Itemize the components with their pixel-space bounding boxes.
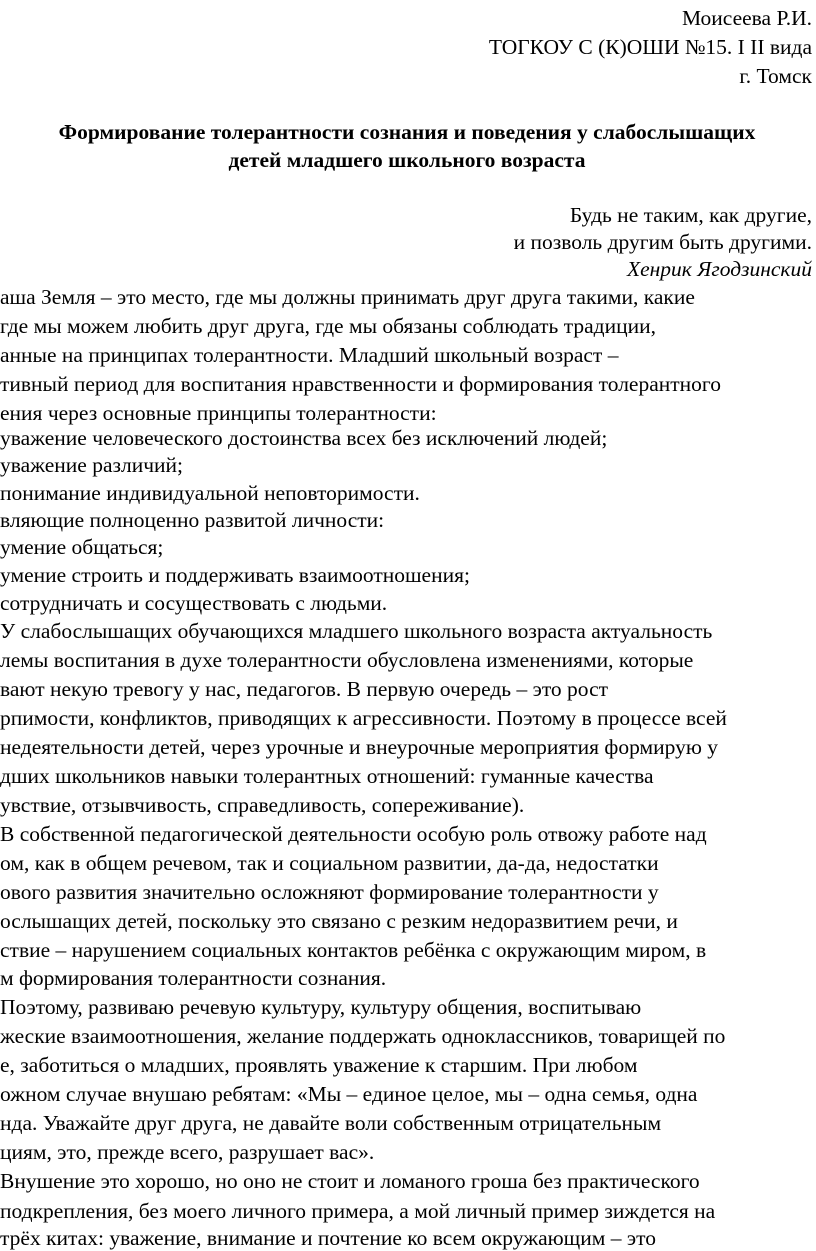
- body-line: понимание индивидуальной неповторимости.: [0, 481, 420, 505]
- body-line: е, заботиться о младших, проявлять уважение к старшим. При любом: [0, 1053, 638, 1077]
- epigraph-line-1: Будь не таким, как другие,: [569, 203, 812, 227]
- school-name: ТОГКОУ С (К)ОШИ №15. I II вида: [488, 35, 812, 59]
- body-line: уважение человеческого достоинства всех без исключений людей;: [0, 426, 608, 450]
- author-name: Моисеева Р.И.: [681, 6, 812, 30]
- body-line: недеятельности детей, через урочные и внеурочные мероприятия формирую у: [0, 735, 719, 759]
- body-line: рпимости, конфликтов, приводящих к агрессивности. Поэтому в процессе всей: [0, 706, 727, 730]
- body-line: вают некую тревогу у нас, педагогов. В первую очередь – это рост: [0, 677, 609, 701]
- body-line: сотрудничать и сосуществовать с людьми.: [0, 591, 388, 615]
- title-line-1: Формирование толерантности сознания и поведения у слабослышащих: [58, 120, 756, 144]
- body-line: аша Земля – это место, где мы должны принимать друг друга такими, какие: [0, 285, 695, 309]
- body-line: ожном случае внушаю ребятам: «Мы – единое целое, мы – одна семья, одна: [0, 1082, 698, 1106]
- body-line: трёх китах: уважение, внимание и почтение ко всем окружающим – это: [0, 1226, 656, 1250]
- body-line: м формирования толерантности сознания.: [0, 966, 387, 990]
- body-line: ового развития значительно осложняют формирование толерантности у: [0, 880, 659, 904]
- body-line: подкрепления, без моего личного примера, а мой личный пример зиждется на: [0, 1199, 716, 1223]
- body-line: жеские взаимоотношения, желание поддержать одноклассников, товарищей по: [0, 1024, 726, 1048]
- body-line: ения через основные принципы толерантности:: [0, 401, 437, 425]
- epigraph-line-2: и позволь другим быть другими.: [513, 230, 812, 254]
- body-line: вляющие полноценно развитой личности:: [0, 508, 385, 532]
- body-line: циям, это, прежде всего, разрушает вас».: [0, 1140, 375, 1164]
- title-line-2: детей младшего школьного возраста: [228, 148, 586, 172]
- body-line: нда. Уважайте друг друга, не давайте воли собственным отрицательным: [0, 1111, 662, 1135]
- body-line: лемы воспитания в духе толерантности обусловлена изменениями, которые: [0, 648, 694, 672]
- body-line: умение строить и поддерживать взаимоотношения;: [0, 563, 470, 587]
- body-line: увствие, отзывчивость, справедливость, сопереживание).: [0, 793, 525, 817]
- city-name: г. Томск: [739, 64, 812, 88]
- body-line: ослышащих детей, поскольку это связано с резким недоразвитием речи, и: [0, 909, 678, 933]
- body-line: У слабослышащих обучающихся младшего школьного возраста актуальность: [0, 619, 713, 643]
- body-line: тивный период для воспитания нравственности и формирования толерантного: [0, 372, 721, 396]
- body-line: где мы можем любить друг друга, где мы обязаны соблюдать традиции,: [0, 314, 656, 338]
- body-line: дших школьников навыки толерантных отношений: гуманные качества: [0, 764, 654, 788]
- body-line: ствие – нарушением социальных контактов ребёнка с окружающим миром, в: [0, 938, 707, 962]
- epigraph-author: Хенрик Ягодзинский: [626, 257, 812, 281]
- body-line: умение общаться;: [0, 535, 164, 559]
- body-line: Поэтому, развиваю речевую культуру, культуру общения, воспитываю: [0, 995, 642, 1019]
- body-line: ом, как в общем речевом, так и социальном развитии, да-да, недостатки: [0, 851, 659, 875]
- body-line: Внушение это хорошо, но оно не стоит и ломаного гроша без практического: [0, 1169, 700, 1193]
- body-line: анные на принципах толерантности. Младший школьный возраст –: [0, 343, 619, 367]
- body-line: В собственной педагогической деятельности особую роль отвожу работе над: [0, 822, 707, 846]
- body-line: уважение различий;: [0, 453, 184, 477]
